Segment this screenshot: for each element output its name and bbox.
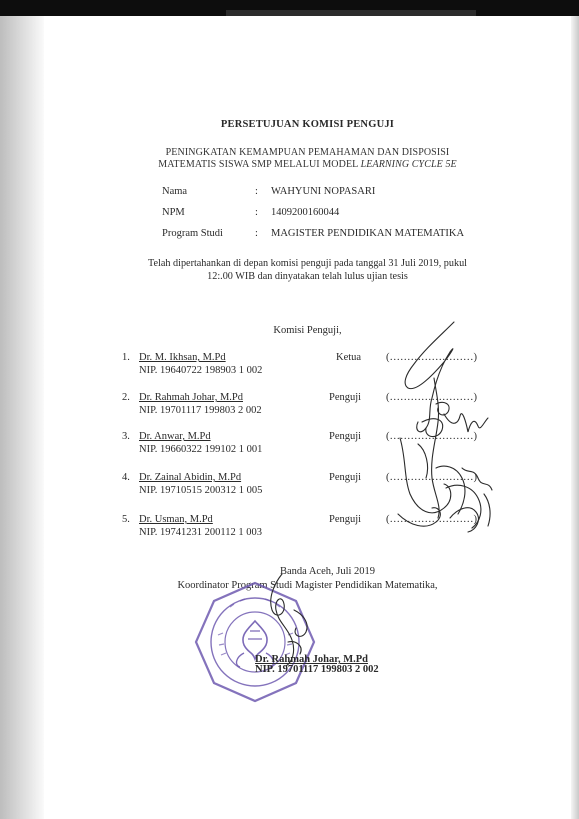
member-number: 3. — [122, 431, 130, 442]
member-name: Dr. M. Ikhsan, M.Pd — [139, 352, 226, 363]
identity-label-name: Nama — [162, 186, 188, 197]
member-role: Ketua — [336, 352, 362, 363]
member-nip: NIP. 19701117 199803 2 002 — [139, 405, 262, 416]
scan-right-shadow — [571, 16, 579, 819]
member-role: Penguji — [329, 514, 362, 525]
coordinator-title: Koordinator Program Studi Magister Pendidikan Matematika, — [177, 580, 438, 591]
identity-value-name: WAHYUNI NOPASARI — [271, 186, 376, 197]
signature-line: (……………………) — [386, 392, 477, 403]
signature-line: (……………………) — [386, 352, 477, 363]
member-role: Penguji — [329, 392, 362, 403]
scan-top-border — [0, 0, 579, 16]
member-number: 1. — [122, 352, 130, 363]
thesis-title-line2 — [44, 159, 571, 171]
identity-value-npm: 1409200160044 — [271, 207, 340, 218]
statement-line2: 12:.00 WIB dan dinyatakan telah lulus ujian tesis — [207, 271, 408, 282]
identity-sep: : — [255, 207, 258, 218]
member-name: Dr. Rahmah Johar, M.Pd — [139, 392, 243, 403]
member-name: Dr. Anwar, M.Pd — [139, 431, 211, 442]
thesis-title-italic: LEARNING CYCLE 5E — [360, 159, 457, 170]
member-nip: NIP. 19741231 200112 1 003 — [139, 527, 262, 538]
signature-line: (……………………) — [386, 431, 477, 442]
coordinator-nip: NIP. 19701117 199803 2 002 — [255, 664, 379, 675]
member-nip: NIP. 19640722 198903 1 002 — [139, 365, 263, 376]
member-nip: NIP. 19710515 200312 1 005 — [139, 485, 263, 496]
identity-label-npm: NPM — [162, 207, 185, 218]
page-heading: PERSETUJUAN KOMISI PENGUJI — [220, 119, 395, 130]
coordinator-name: Dr. Rahmah Johar, M.Pd — [255, 654, 368, 665]
member-number: 5. — [122, 514, 130, 525]
thesis-title-line1: PENINGKATAN KEMAMPUAN PEMAHAMAN DAN DISPOSISI — [165, 147, 450, 158]
scan-left-shadow — [0, 16, 44, 819]
committee-signatures — [392, 318, 502, 548]
statement-line1: Telah dipertahankan di depan komisi penguji pada tanggal 31 Juli 2019, pukul — [148, 258, 467, 269]
thesis-title-line2-text: MATEMATIS SISWA SMP MELALUI MODEL — [158, 159, 361, 170]
member-number: 4. — [122, 472, 130, 483]
member-nip: NIP. 19660322 199102 1 001 — [139, 444, 263, 455]
member-name: Dr. Zainal Abidin, M.Pd — [139, 472, 242, 483]
member-role: Penguji — [329, 472, 362, 483]
member-number: 2. — [122, 392, 130, 403]
member-name: Dr. Usman, M.Pd — [139, 514, 213, 525]
signature-line: (……………………) — [386, 472, 477, 483]
place-date: Banda Aceh, Juli 2019 — [279, 566, 376, 577]
identity-sep: : — [255, 228, 258, 239]
member-role: Penguji — [329, 431, 362, 442]
committee-heading: Komisi Penguji, — [273, 325, 342, 336]
identity-value-program: MAGISTER PENDIDIKAN MATEMATIKA — [271, 228, 465, 239]
identity-label-program: Program Studi — [162, 228, 223, 239]
identity-sep: : — [255, 186, 258, 197]
signature-line: (……………………) — [386, 514, 477, 525]
